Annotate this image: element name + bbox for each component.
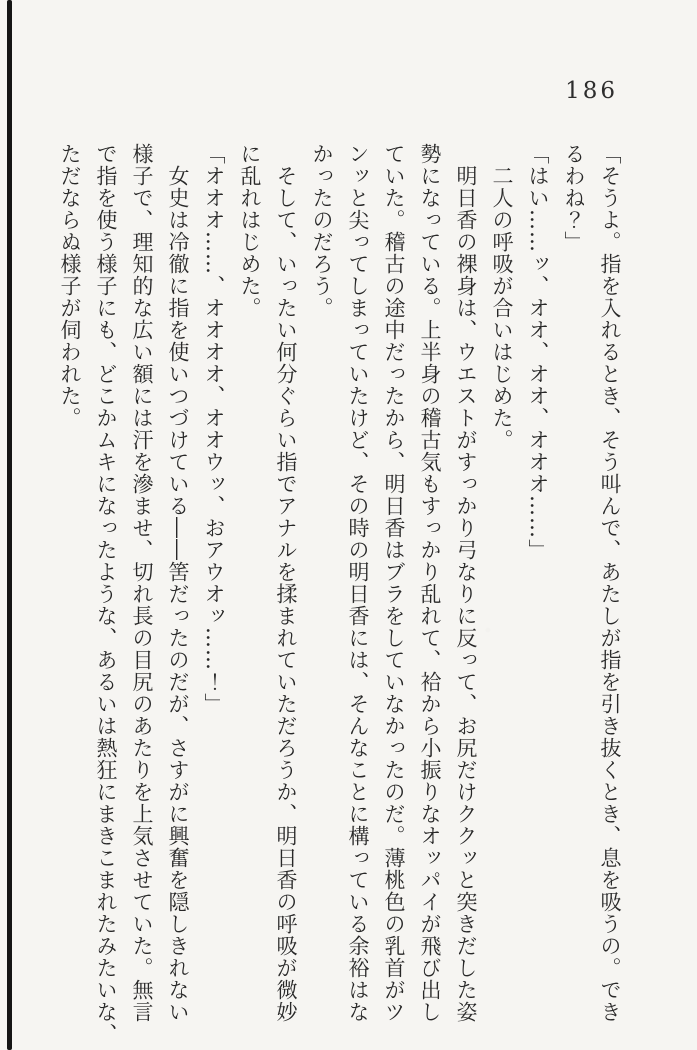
text-column: ただならぬ様子が伺われた。 <box>58 143 82 429</box>
page-number: 186 <box>565 78 618 104</box>
text-column: 「オオオ……、オオオオ、オオウッ、おアウオッ……！」 <box>202 143 226 715</box>
text-column: 女史は冷徹に指を使いつづけている――筈だったのだが、さすがに興奮を隠しきれない <box>166 165 190 1023</box>
text-column: ンッと尖ってしまっていたけど、その時の明日香には、そんなことに構っている余裕はな <box>346 143 370 1023</box>
text-column: で指を使う様子にも、どこかムキになったような、あるいは熱狂にまきこまれたみたいな、 <box>94 143 118 1045</box>
page-text <box>52 143 628 1045</box>
text-column: 様子で、理知的な広い額には汗を滲ませ、切れ長の目尻のあたりを上気させていた。無言 <box>130 143 154 1023</box>
text-column: かったのだろう。 <box>310 143 334 319</box>
text-column: そして、いったい何分ぐらい指でアナルを揉まれていただろうか、明日香の呼吸が微妙 <box>274 165 298 1023</box>
text-column: 「はい……ッ、オオ、オオ、オオオ……」 <box>526 143 550 561</box>
text-column: に乱れはじめた。 <box>238 143 262 319</box>
page-edge-line <box>7 0 12 1050</box>
text-column: るわね？」 <box>562 143 586 253</box>
text-column: 勢になっている。上半身の稽古気もすっかり乱れて、袷から小振りなオッパイが飛び出し <box>418 143 442 1023</box>
text-column: 二人の呼吸が合いはじめた。 <box>490 165 514 451</box>
text-column: 明日香の裸身は、ウエストがすっかり弓なりに反って、お尻だけククッと突きだした姿 <box>454 165 478 1023</box>
text-column: 「そうよ。指を入れるとき、そう叫んで、あたしが指を引き抜くとき、息を吸うの。でき <box>598 143 622 1023</box>
text-column: ていた。稽古の途中だったから、明日香はブラをしていなかったのだ。薄桃色の乳首がツ <box>382 143 406 1023</box>
